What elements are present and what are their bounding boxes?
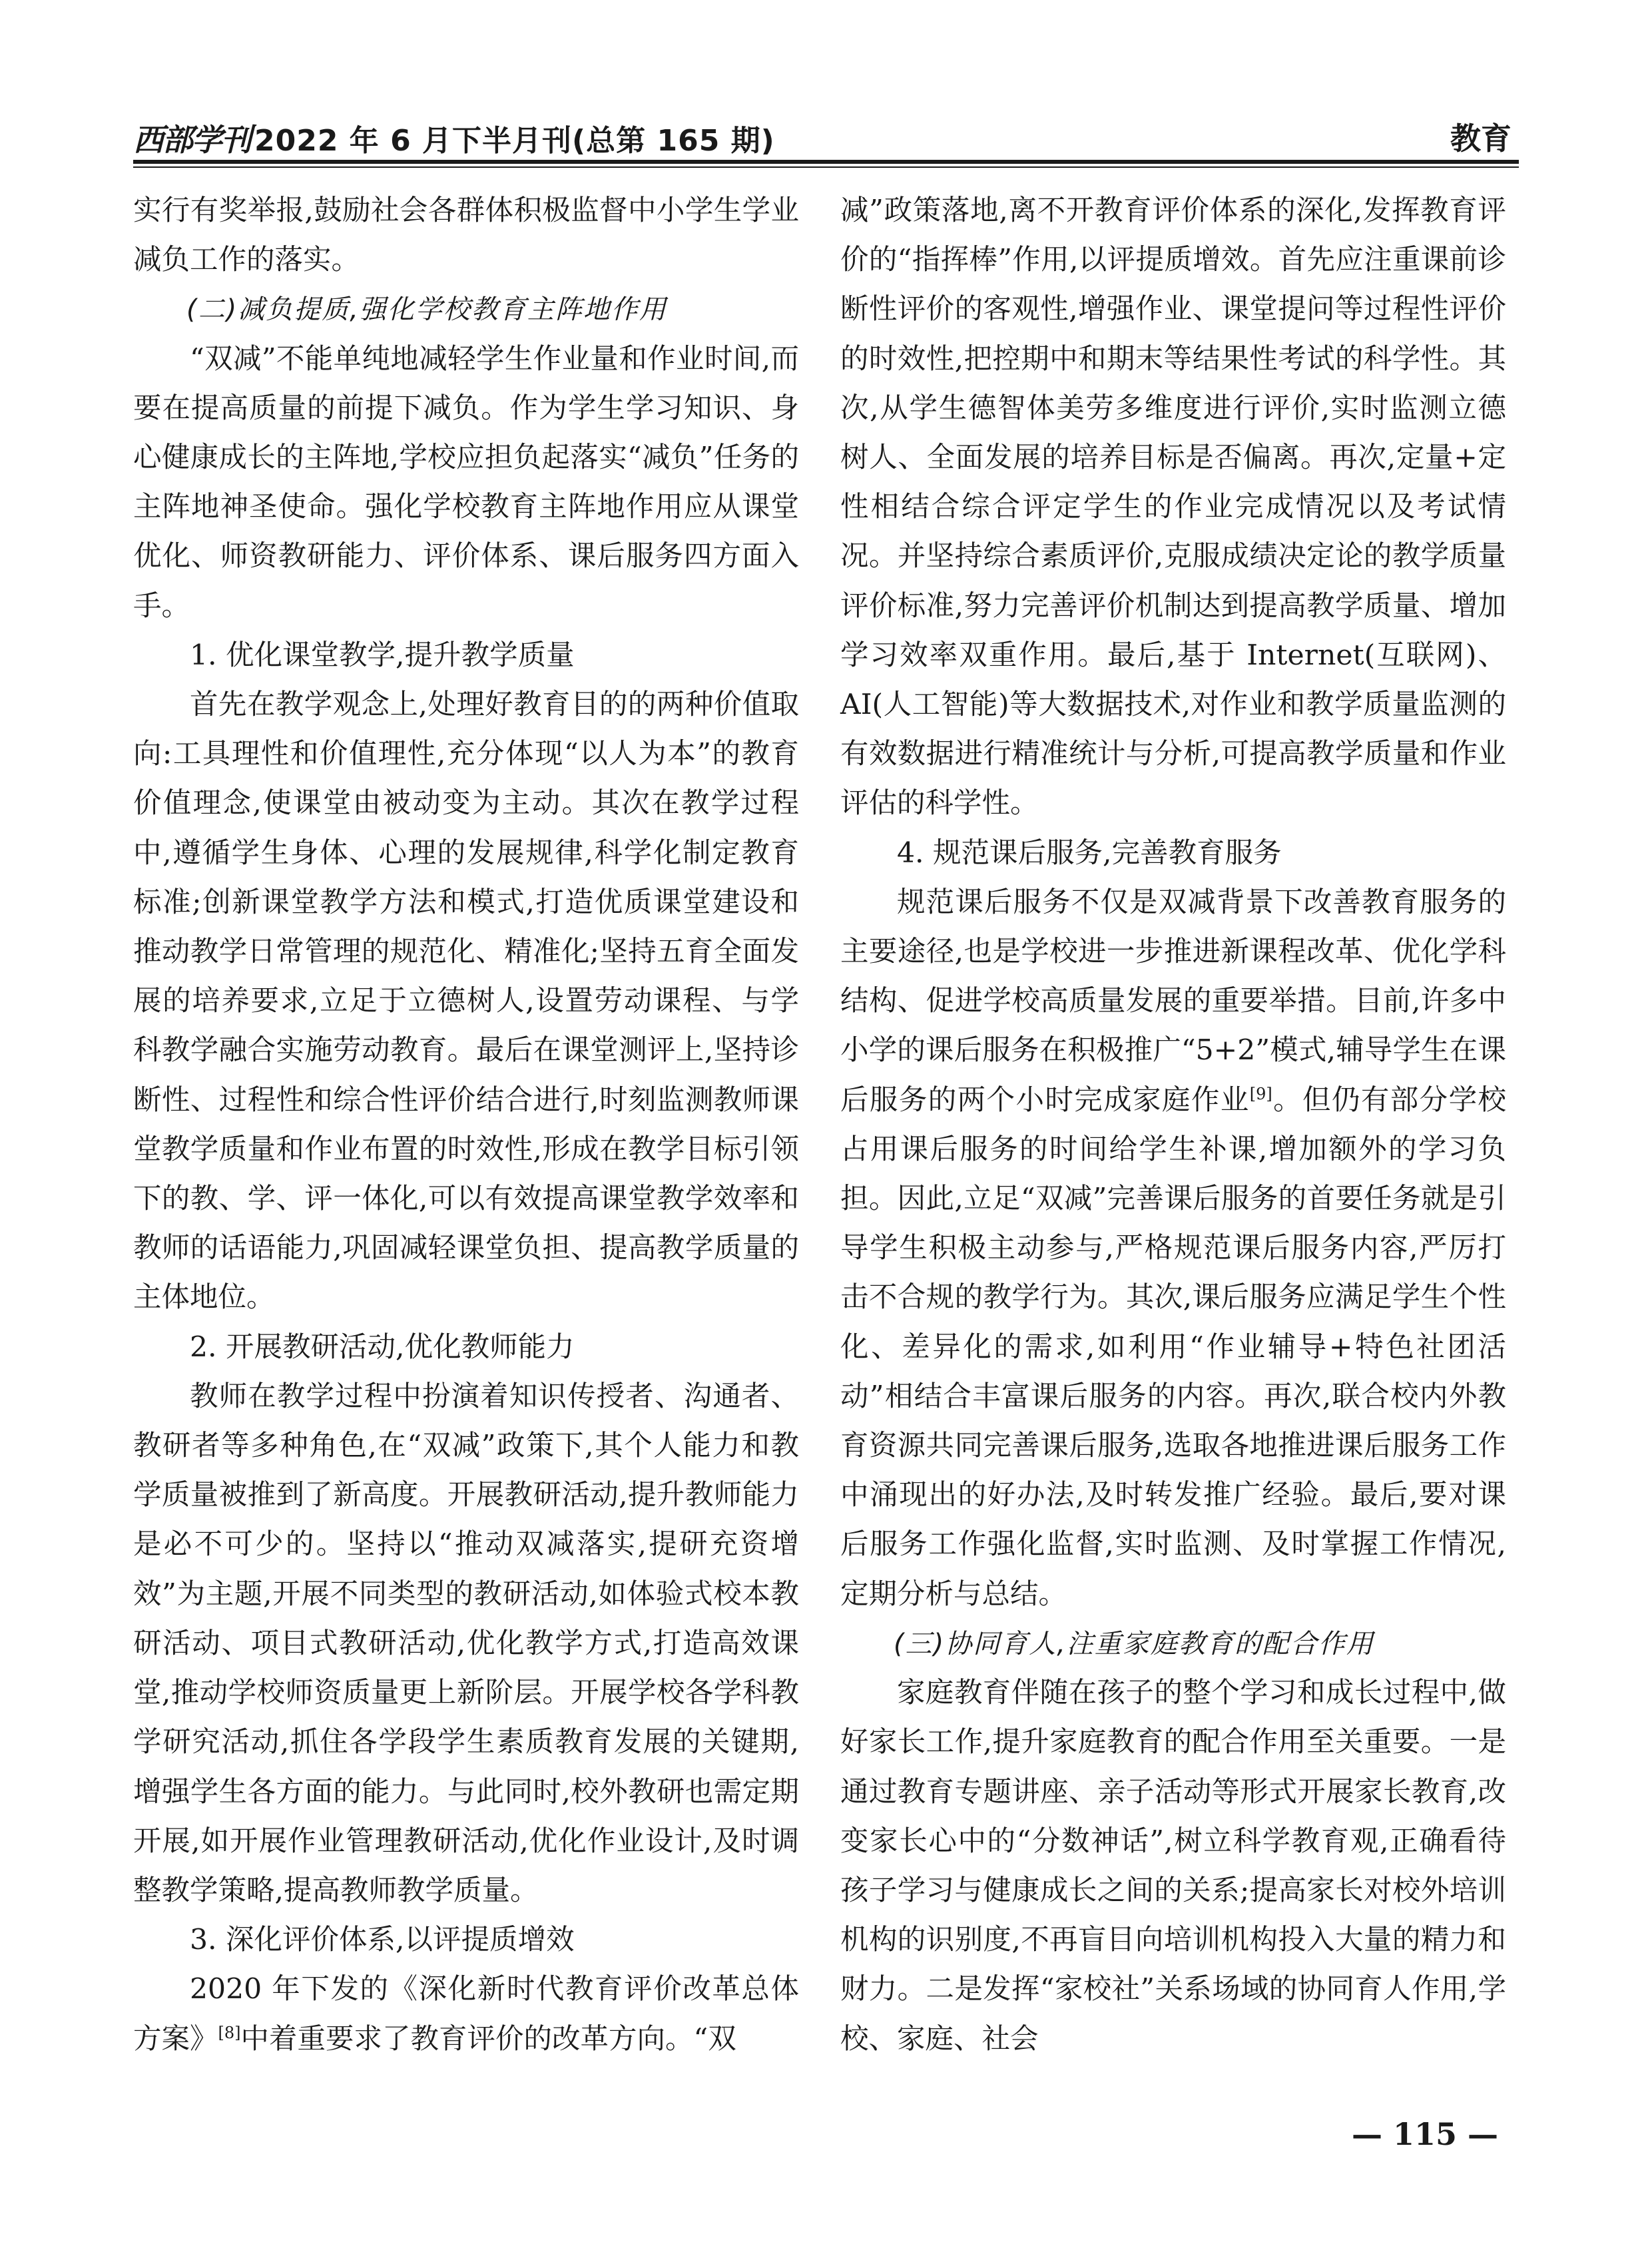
section-heading [133, 285, 799, 334]
paragraph-text: 4. 规范课后服务,完善教育服务 [897, 836, 1282, 870]
right-column [840, 186, 1506, 2091]
header-left [133, 116, 775, 160]
section-label: 教育 [1450, 121, 1512, 156]
section-heading [840, 1619, 1506, 1669]
subheading [133, 1323, 799, 1372]
paragraph [840, 878, 1506, 1619]
paragraph-continued [133, 186, 799, 285]
paragraph-text: 首先在教学观念上,处理好教育目的的两种价值取向:工具理性和价值理性,充分体现“以人为本”的教育价值理念,使课堂由被动变为主动。其次在教学过程中,遵循学生身体、心理的发展规律,科学化制定教育标准;创新课堂教学方法和模式,打造优质课堂建设和推动教学日常管理的规范化、精准化;坚持五育全面发展的培养要求,立足于立德树人,设置劳动课程、与学科教学融合实施劳动教育。最后在课堂测评上,坚持诊断性、过程性和综合性评价结合进行,时刻监测教师课堂教学质量和作业布置的时效性,形成在教学目标引领下的教、学、评一体化,可以有效提高课堂教学效率和教师的话语能力,巩固减轻课堂负担、提高教学质量的主体地位。 [133, 689, 799, 1314]
paragraph [133, 1965, 799, 2064]
header-rule-thick [133, 160, 1519, 164]
paragraph-text: 2. 开展教研活动,优化教师能力 [190, 1330, 575, 1364]
journal-logo: 西部学刊 [133, 122, 250, 158]
paragraph-text: 2020 年下发的《深化新时代教育评价改革总体方案》 [133, 1973, 799, 2056]
paragraph-text: 家庭教育伴随在孩子的整个学习和成长过程中,做好家长工作,提升家庭教育的配合作用至关重要。一是通过教育专题讲座、亲子活动等形式开展家长教育,改变家长心中的“分数神话”,树立科学教育观,正确看待孩子学习与健康成长之间的关系;提高家长对校外培训机构的识别度,不再盲目向培训机构投入大量的精力和财力。二是发挥“家校社”关系场域的协同育人作用,学校、家庭、社会 [840, 1677, 1506, 2056]
paragraph-text: 减”政策落地,离不开教育评价体系的深化,发挥教育评价的“指挥棒”作用,以评提质增效。首先应注重课前诊断性评价的客观性,增强作业、课堂提问等过程性评价的时效性,把控期中和期末等结果性考试的科学性。其次,从学生德智体美劳多维度进行评价,实时监测立德树人、全面发展的培养目标是否偏离。再次,定量+定性相结合综合评定学生的作业完成情况以及考试情况。并坚持综合素质评价,克服成绩决定论的教学质量评价标准,努力完善评价机制达到提高教学质量、增加学习效率双重作用。最后,基于 Internet(互联网)、AI(人工智能)等大数据技术,对作业和教学质量监测的有效数据进行精准统计与分析,可提高教学质量和作业评估的科学性。 [840, 194, 1506, 820]
subheading [133, 631, 799, 681]
subheading [840, 829, 1506, 878]
paragraph-continued [840, 186, 1506, 829]
paragraph-text: “双减”不能单纯地减轻学生作业量和作业时间,而要在提高质量的前提下减负。作为学生学习知识、身心健康成长的主阵地,学校应担负起落实“减负”任务的主阵地神圣使命。强化学校教育主阵地作用应从课堂优化、师资教研能力、评价体系、课后服务四方面入手。 [133, 342, 799, 623]
paragraph-text: 教师在教学过程中扮演着知识传授者、沟通者、教研者等多种角色,在“双减”政策下,其个人能力和教学质量被推到了新高度。开展教研活动,提升教师能力是必不可少的。坚持以“推动双减落实,提研充资增效”为主题,开展不同类型的教研活动,如体验式校本教研活动、项目式教研活动,优化教学方式,打造高效课堂,推动学校师资质量更上新阶层。开展学校各学科教学研究活动,抓住各学段学生素质教育发展的关键期,增强学生各方面的能力。与此同时,校外教研也需定期开展,如开展作业管理教研活动,优化作业设计,及时调整教学策略,提高教师教学质量。 [133, 1380, 799, 1907]
paragraph [133, 681, 799, 1323]
left-column [133, 186, 799, 2091]
paragraph-text: 中着重要求了教育评价的改革方向。“双 [240, 2022, 736, 2056]
paragraph [133, 335, 799, 631]
paragraph [133, 1372, 799, 1916]
citation-ref[interactable]: [9] [1249, 1084, 1272, 1103]
subheading [133, 1916, 799, 1965]
running-header [133, 112, 1518, 165]
paragraph-text: (三)协同育人,注重家庭教育的配合作用 [894, 1628, 1374, 1659]
paragraph [840, 1669, 1506, 2064]
paragraph-text: 实行有奖举报,鼓励社会各群体积极监督中小学生学业减负工作的落实。 [133, 194, 799, 277]
citation-ref[interactable]: [8] [218, 2023, 241, 2042]
page-number: — 115 — [1351, 2116, 1499, 2152]
paragraph-text: 3. 深化评价体系,以评提质增效 [190, 1924, 575, 1957]
paragraph-text: 。但仍有部分学校占用课后服务的时间给学生补课,增加额外的学习负担。因此,立足“双减”完善课后服务的首要任务就是引导学生积极主动参与,严格规范课后服务内容,严厉打击不合规的教学行为。其次,课后服务应满足学生个性化、差异化的需求,如利用“作业辅导+特色社团活动”相结合丰富课后服务的内容。再次,联合校内外教育资源共同完善课后服务,选取各地推进课后服务工作中涌现出的好办法,及时转发推广经验。最后,要对课后服务工作强化监督,实时监测、及时掌握工作情况,定期分析与总结。 [840, 1083, 1506, 1611]
header-rule-thin [133, 166, 1519, 168]
issue-info: 2022 年 6 月下半月刊(总第 165 期) [254, 124, 775, 158]
paragraph-text: (二)减负提质,强化学校教育主阵地作用 [186, 294, 667, 326]
paragraph-text: 1. 优化课堂教学,提升教学质量 [190, 639, 575, 672]
paragraph-text: 规范课后服务不仅是双减背景下改善教育服务的主要途径,也是学校进一步推进新课程改革、优化学科结构、促进学校高质量发展的重要举措。目前,许多中小学的课后服务在积极推广“5+2”模式,辅导学生在课后服务的两个小时完成家庭作业 [840, 886, 1506, 1117]
